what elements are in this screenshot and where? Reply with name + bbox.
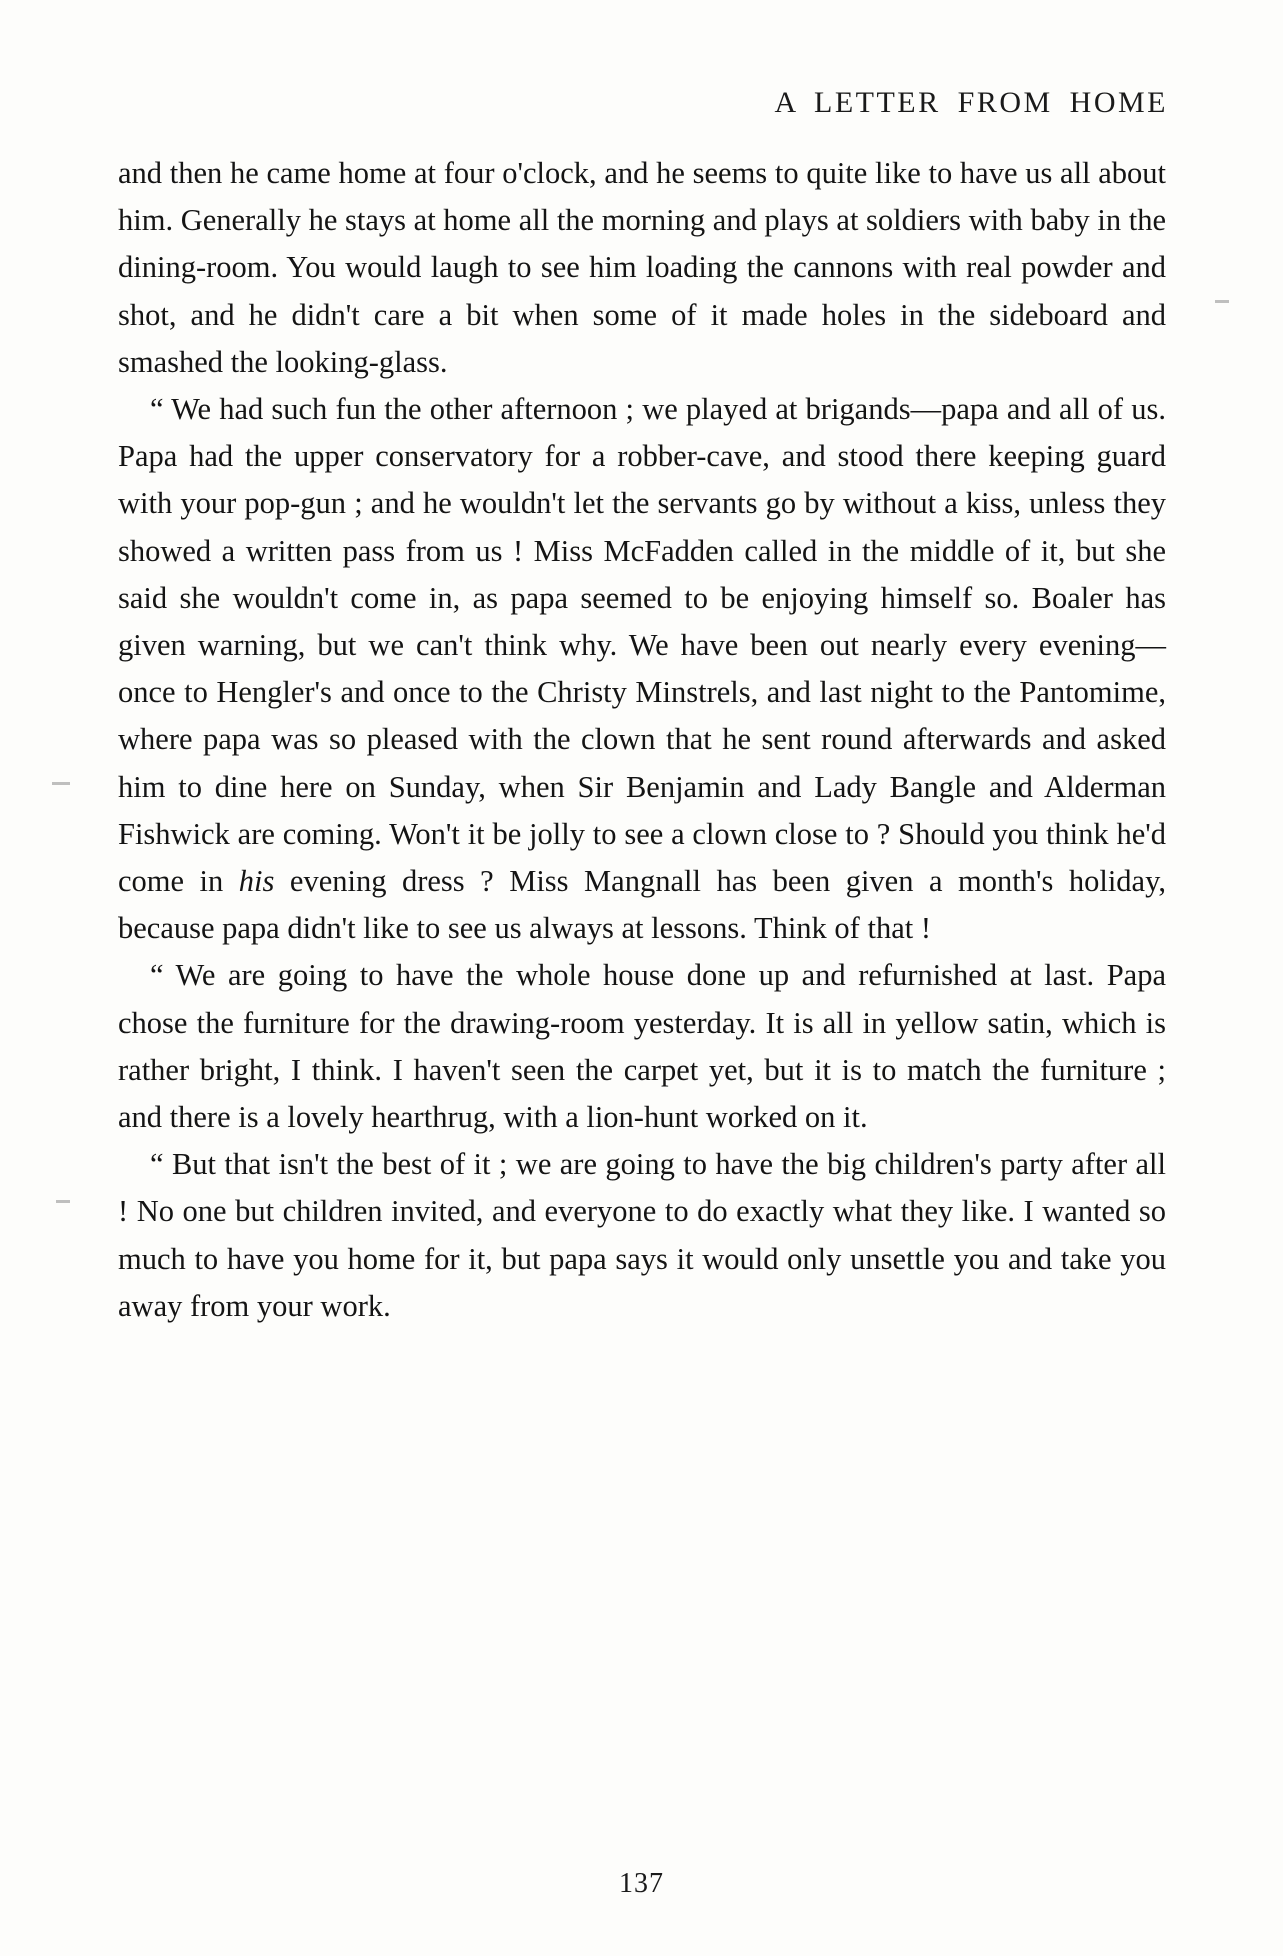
paragraph: “ But that isn't the best of it ; we are going to have the big children's party after all ! No one but children invited, and everyone to do exactly what they like. I wanted so much to have you home for it, but papa says it would only unsettle you and take you away from your work.: [118, 1147, 1166, 1323]
paragraph: “ We are going to have the whole house done up and refurnished at last. Papa chose the furniture for the drawing-room yesterday. It is all in yellow satin, which is rather bright, I think. I haven't seen the carpet yet, but it is to match the furniture ; and there is a lovely hearthrug, with a lion-hunt worked on it.: [118, 958, 1166, 1135]
paragraph-part: evening dress ? Miss Mangnall has been given a month's holiday, because papa didn't like to see us always at lessons. Think of that !: [118, 864, 1166, 946]
page-number: 137: [619, 1868, 664, 1899]
print-speck: [52, 782, 70, 785]
print-speck: [56, 1200, 70, 1203]
paragraph: [118, 386, 1166, 952]
body-text: [118, 150, 1166, 1330]
running-head: A LETTER FROM HOME: [774, 86, 1168, 119]
paragraph-part: “ We had such fun the other afternoon ; we played at brigands—papa and all of us. Papa had the upper conservatory for a robber-cave, and stood there keeping guard with your pop-gun ; and he wouldn't let the servants go by without a kiss, unless they showed a written pass from us ! Miss McFadden called in the middle of it, but she said she wouldn't come in, as papa seemed to be enjoying himself so. Boaler has given warning, but we can't think why. We have been out nearly every evening—once to Hengler's and once to the Christy Minstrels, and last night to the Pantomime, where papa was so pleased with the clown that he sent round afterwards and asked him to dine here on Sunday, when Sir Benjamin and Lady Bangle and Alderman Fishwick are coming. Won't it be jolly to see a clown close to ? Should you think he'd come in: [118, 392, 1166, 899]
paragraph: and then he came home at four o'clock, and he seems to quite like to have us all about him. Generally he stays at home all the morning and plays at soldiers with baby in the dining-room. You would laugh to see him loading the cannons with real powder and shot, and he didn't care a bit when some of it made holes in the sideboard and smashed the looking-glass.: [118, 156, 1166, 379]
italic-emphasis: his: [238, 864, 275, 899]
print-speck: [1215, 300, 1229, 303]
